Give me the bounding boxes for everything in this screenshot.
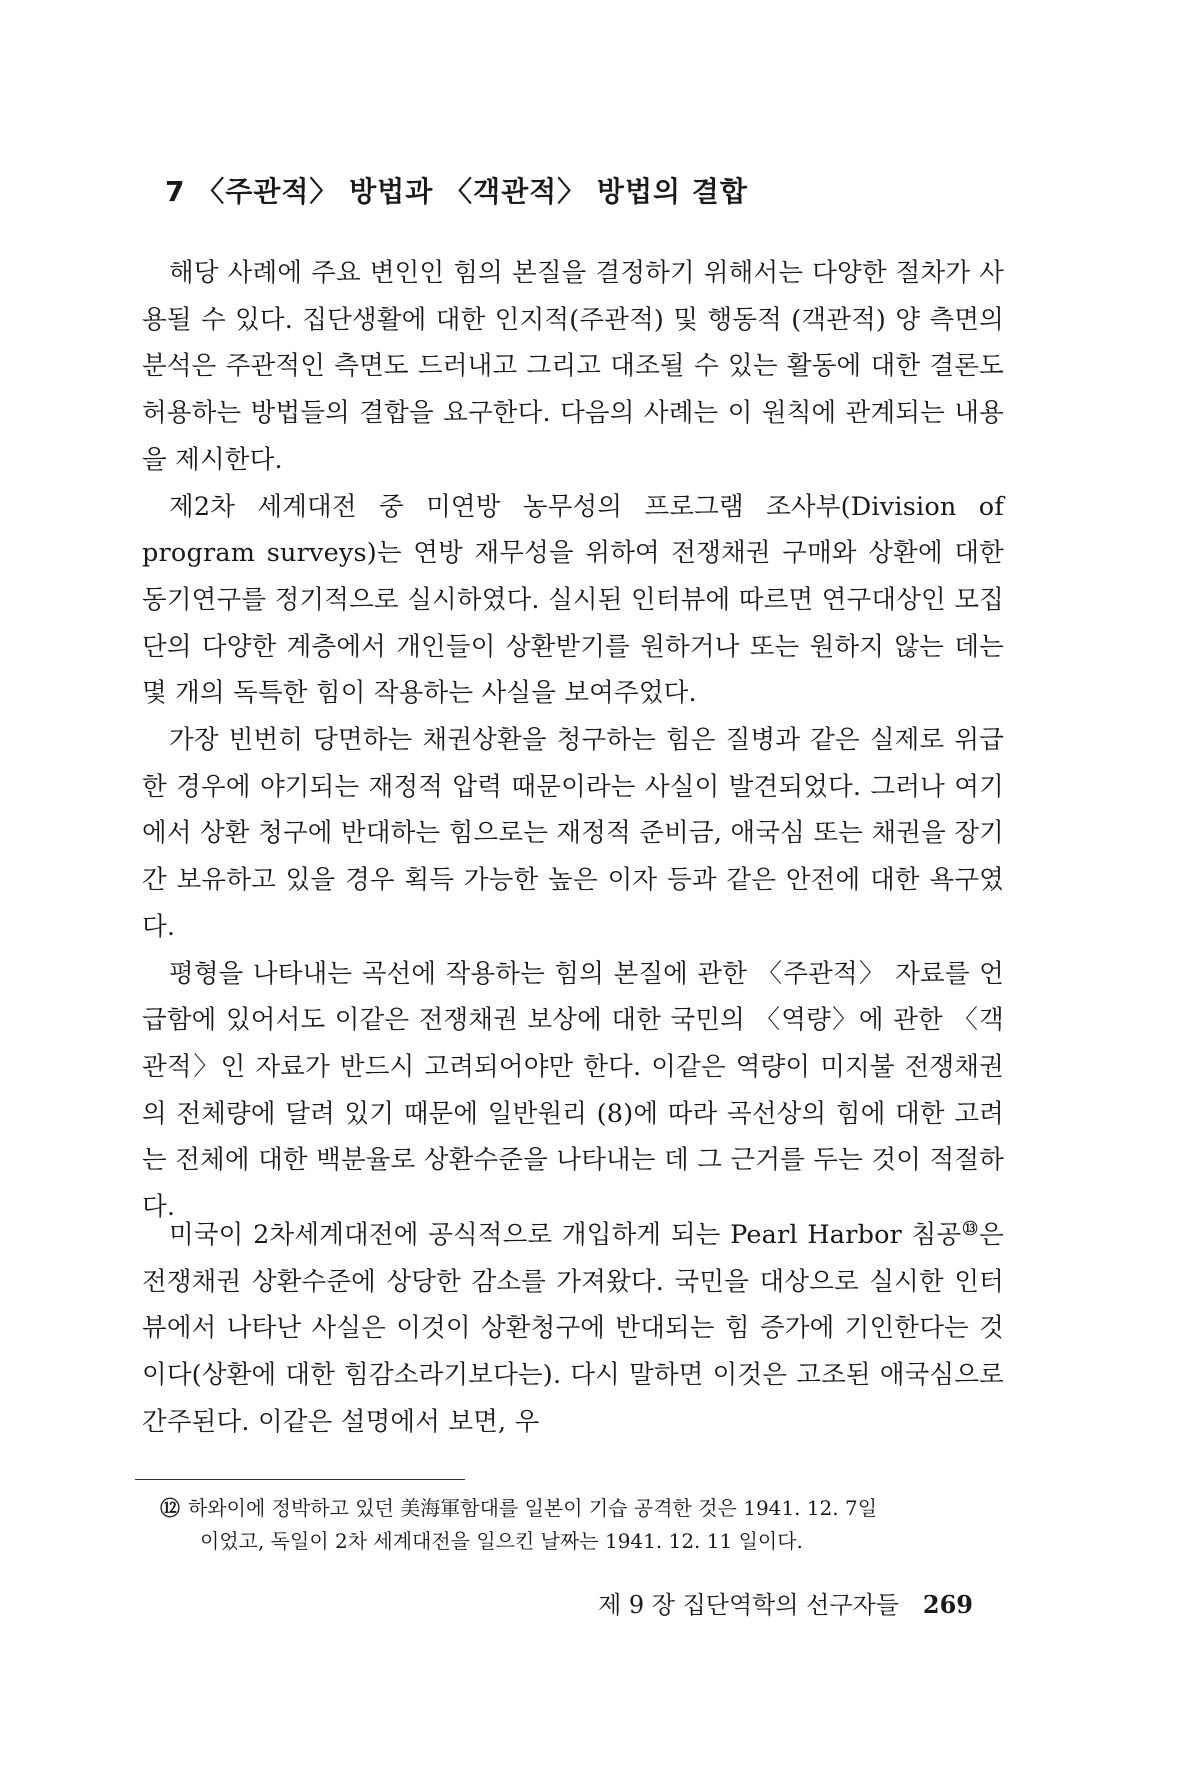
paragraph: 평형을 나타내는 곡선에 작용하는 힘의 본질에 관한 〈주관적〉 자료를 언급함에 있어서도 이같은 전쟁채권 보상에 대한 국민의 〈역량〉에 관한 〈객관적〉인 자료가 반드시 고려되어야만 한다. 이같은 역량이 미지불 전쟁채권의 전체량에 달려 있기 때문에 일반원리 (8)에 따라 곡선상의 힘에 대한 고려는 전체에 대한 백분율로 상환수준을 나타내는 데 그 근거를 두는 것이 적절하다. xyxy=(142,958,1004,1223)
paragraph: 해당 사례에 주요 변인인 힘의 본질을 결정하기 위해서는 다양한 절차가 사용될 수 있다. 집단생활에 대한 인지적(주관적) 및 행동적 (객관적) 양 측면의 분석은 주관적인 측면도 드러내고 그리고 대조될 수 있는 활동에 대한 결론도 허용하는 방법들의 결합을 요구한다. 다음의 사례는 이 원칙에 관계되는 내용을 제시한다. xyxy=(142,258,1004,475)
paragraph: 제2차 세계대전 중 미연방 농무성의 프로그램 조사부(Division of program surveys)는 연방 재무성을 위하여 전쟁채권 구매와 상환에 대한 동기연구를 정기적으로 실시하였다. 실시된 인터뷰에 따르면 연구대상인 모집단의 다양한 계층에서 개인들이 상환받기를 원하거나 또는 원하지 않는 데는 몇 개의 독특한 힘이 작용하는 사실을 보여주었다. xyxy=(142,491,1004,709)
body-block-2 xyxy=(142,1212,1004,1446)
footnote xyxy=(160,1492,1020,1558)
footnote-reference: ⑬ xyxy=(961,1219,980,1238)
paragraph xyxy=(142,1212,1004,1446)
footnote-mark: ⑫ xyxy=(160,1496,180,1520)
page-number: 269 xyxy=(922,1590,973,1619)
paragraph-text: 은 전쟁채권 상환수준에 상당한 감소를 가져왔다. 국민을 대상으로 실시한 인터뷰에서 나타난 사실은 이것이 상환청구에 반대되는 힘 증가에 기인한다는 것이다(상환에 대한 힘감소라기보다는). 다시 말하면 이것은 고조된 애국심으로 간주된다. 이같은 설명에서 보면, 우 xyxy=(142,1220,1004,1437)
footnote-line-2: 이었고, 독일이 2차 세계대전을 일으킨 날짜는 1941. 12. 11 일이다. xyxy=(200,1529,803,1553)
section-heading: 7 〈주관적〉 방법과 〈객관적〉 방법의 결합 xyxy=(165,175,748,208)
footnote-divider xyxy=(135,1479,465,1480)
footnote-line-1: 하와이에 정박하고 있던 美海軍함대를 일본이 기습 공격한 것은 1941. 12. 7일 xyxy=(188,1496,878,1520)
page-footer xyxy=(598,1585,973,1620)
paragraph-text: 미국이 2차세계대전에 공식적으로 개입하게 되는 Pearl Harbor 침공 xyxy=(169,1220,962,1250)
body-block-1 xyxy=(142,250,1004,1231)
chapter-title: 제 9 장 집단역학의 선구자들 xyxy=(598,1591,899,1619)
paragraph: 가장 빈번히 당면하는 채권상환을 청구하는 힘은 질병과 같은 실제로 위급한 경우에 야기되는 재정적 압력 때문이라는 사실이 발견되었다. 그러나 여기에서 상환 청구에 반대하는 힘으로는 재정적 준비금, 애국심 또는 채권을 장기간 보유하고 있을 경우 획득 가능한 높은 이자 등과 같은 안전에 대한 욕구였다. xyxy=(142,725,1004,942)
